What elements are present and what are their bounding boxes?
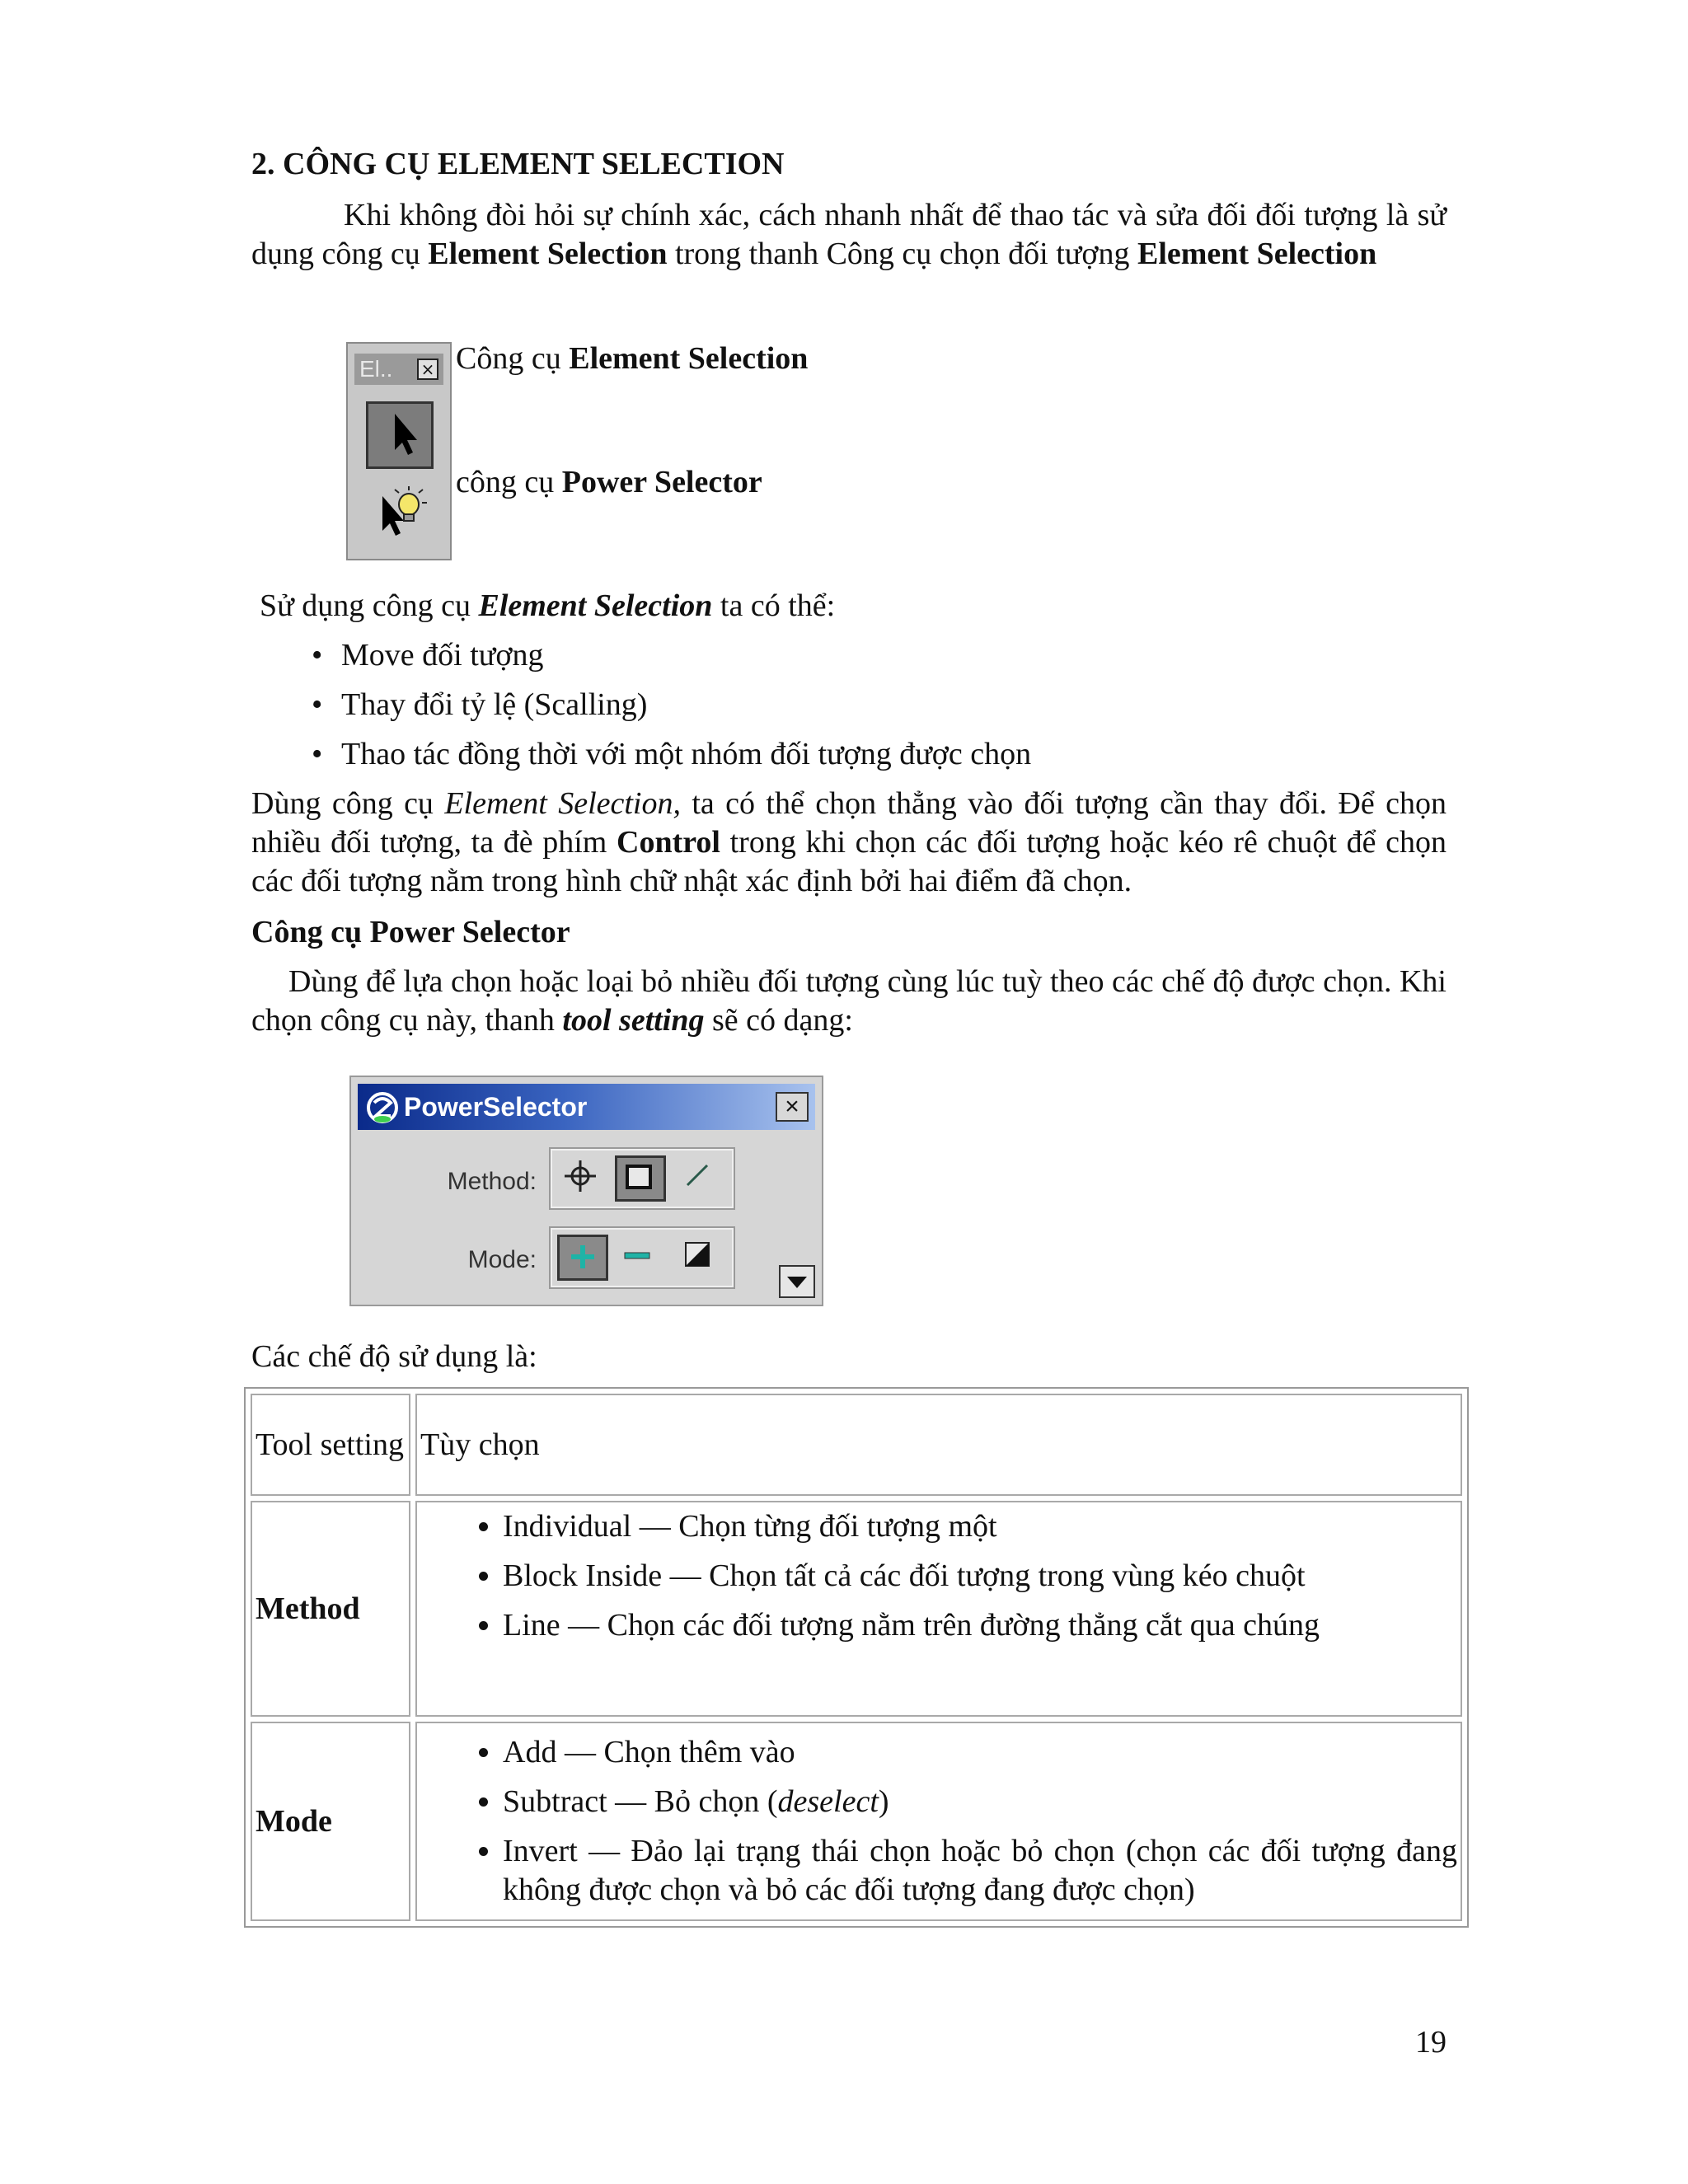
- method-group: [551, 1149, 734, 1208]
- intro-paragraph: Khi không đòi hỏi sự chính xác, cách nhanh nhất để thao tác và sửa đối đối tượng là sử dụng công cụ Element Selection trong thanh Công cụ chọn đối tượng Element Selection: [251, 198, 1447, 271]
- method-label: Method:: [447, 1168, 537, 1195]
- toolbox-close-icon[interactable]: ×: [417, 359, 438, 380]
- table-cell-method: Method: [251, 1501, 410, 1717]
- list-item: • Line — Chọn các đối tượng nằm trên đường thẳng cắt qua chúng: [503, 1606, 1457, 1645]
- power-selector-paragraph: Dùng để lựa chọn hoặc loại bỏ nhiều đối tượng cùng lúc tuỳ theo các chế độ được chọn. Khi chọn công cụ này, thanh tool setting sẽ có dạng:: [251, 964, 1447, 1038]
- modes-intro: Các chế độ sử dụng là:: [251, 1339, 537, 1374]
- power-selector-button[interactable]: [366, 480, 434, 547]
- table-row: [251, 1501, 1462, 1717]
- list-item: • Individual — Chọn từng đối tượng một: [503, 1507, 1457, 1546]
- page-number: 19: [1415, 2025, 1447, 2060]
- usage-intro: Sử dụng công cụ Element Selection ta có thể:: [260, 588, 836, 623]
- dialog-close-icon[interactable]: ×: [776, 1092, 809, 1122]
- dialog-titlebar: [358, 1084, 815, 1130]
- method-block-button[interactable]: [615, 1155, 666, 1202]
- arrow-pointer-icon: [368, 404, 431, 466]
- table-cell-mode-options: [415, 1722, 1462, 1921]
- table-row: [251, 1394, 1462, 1496]
- mode-options-list: [420, 1733, 1457, 1910]
- list-item: • Invert — Đảo lại trạng thái chọn hoặc bỏ chọn (chọn các đối tượng đang không được chọn và bỏ các đối tượng đang được chọn): [503, 1832, 1457, 1910]
- list-item: • Add — Chọn thêm vào: [503, 1733, 1457, 1772]
- toolbox-caption-element-selection: Công cụ Element Selection: [456, 341, 809, 376]
- element-selection-toolbox: [346, 342, 452, 560]
- usage-paragraph: Dùng công cụ Element Selection, ta có thể chọn thẳng vào đối tượng cần thay đổi. Để chọn nhiều đối tượng, ta đè phím Control trong khi chọn các đối tượng hoặc kéo rê chuột để chọn các đối tượng nằm trong hình chữ nhật xác định bởi hai điểm đã chọn.: [251, 786, 1447, 898]
- method-line-button[interactable]: [674, 1155, 725, 1202]
- table-header-tool-setting: Tool setting: [251, 1394, 410, 1496]
- power-selector-icon: [366, 480, 434, 547]
- list-item: • Move đối tượng: [312, 636, 1449, 675]
- table-cell-mode: Mode: [251, 1722, 410, 1921]
- list-item: • Thay đổi tỷ lệ (Scalling): [312, 686, 1449, 724]
- mode-add-button[interactable]: [557, 1235, 608, 1281]
- method-options-list: [420, 1507, 1457, 1645]
- dropdown-button[interactable]: [779, 1265, 815, 1298]
- block-rectangle-icon: [617, 1158, 663, 1199]
- mode-group: [551, 1228, 734, 1287]
- method-individual-button[interactable]: [557, 1155, 608, 1202]
- dialog-title: PowerSelector: [404, 1092, 588, 1122]
- list-item: • Subtract — Bỏ chọn (deselect): [503, 1783, 1457, 1821]
- usage-list: [312, 636, 1449, 785]
- table-cell-method-options: [415, 1501, 1462, 1717]
- app-logo-icon: [366, 1091, 399, 1124]
- table-row: [251, 1722, 1462, 1921]
- plus-icon: [560, 1237, 606, 1278]
- list-item: • Thao tác đồng thời với một nhóm đối tượng được chọn: [312, 735, 1449, 774]
- minus-icon: [615, 1235, 661, 1276]
- chevron-down-icon: [781, 1267, 814, 1296]
- mode-subtract-button[interactable]: [615, 1235, 666, 1281]
- line-icon: [674, 1155, 720, 1197]
- toolbox-titlebar: [354, 354, 443, 385]
- element-selection-button[interactable]: [366, 401, 434, 469]
- crosshair-icon: [557, 1155, 603, 1197]
- section-heading: 2. CÔNG CỤ ELEMENT SELECTION: [251, 147, 785, 181]
- mode-invert-button[interactable]: [674, 1235, 725, 1281]
- tool-settings-table: [244, 1387, 1469, 1928]
- invert-icon: [674, 1235, 720, 1276]
- list-item: • Block Inside — Chọn tất cả các đối tượng trong vùng kéo chuột: [503, 1557, 1457, 1596]
- mode-label: Mode:: [467, 1246, 537, 1273]
- table-header-options: Tùy chọn: [415, 1394, 1462, 1496]
- power-selector-heading: Công cụ Power Selector: [251, 915, 570, 949]
- toolbox-title: El..: [359, 356, 393, 382]
- power-selector-dialog: [349, 1076, 823, 1306]
- toolbox-caption-power-selector: công cụ Power Selector: [456, 465, 762, 499]
